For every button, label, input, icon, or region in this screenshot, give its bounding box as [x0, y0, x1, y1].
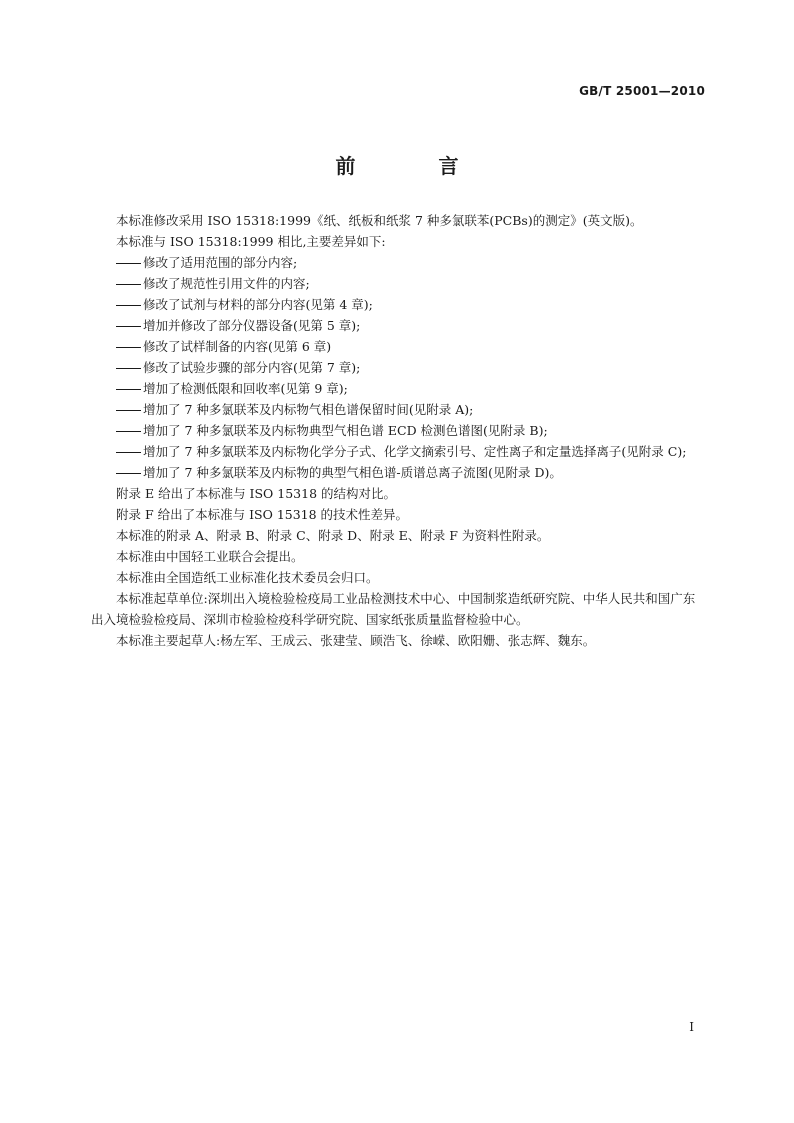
dash-marker	[116, 462, 143, 483]
paragraph-adoption: 本标准修改采用 ISO 15318:1999《纸、纸板和纸浆 7 种多氯联苯(PCBs)的测定》(英文版)。	[116, 213, 643, 228]
list-item	[91, 399, 707, 420]
paragraph-annex-f: 附录 F 给出了本标准与 ISO 15318 的技术性差异。	[116, 507, 409, 522]
list-item	[91, 252, 707, 273]
list-item	[91, 378, 707, 399]
dash-marker	[116, 399, 143, 420]
paragraph-drafting-units: 本标准起草单位:深圳出入境检验检疫局工业品检测技术中心、中国制浆造纸研究院、中华人民共和国广东出入境检验检疫局、深圳市检验检疫科学研究院、国家纸张质量监督检验中心。	[91, 591, 696, 627]
list-item-text: 修改了规范性引用文件的内容;	[143, 276, 310, 291]
list-item	[91, 273, 707, 294]
page-title: 前 言	[335, 154, 497, 178]
dash-marker	[116, 252, 143, 273]
page-number: I	[689, 1020, 694, 1034]
list-item	[91, 441, 707, 462]
paragraph-proposed-by: 本标准由中国轻工业联合会提出。	[116, 549, 304, 564]
list-item-text: 增加了 7 种多氯联苯及内标物化学分子式、化学文摘索引号、定性离子和定量选择离子(见附录 C);	[143, 444, 687, 459]
dash-marker	[116, 420, 143, 441]
list-item-text: 增加了 7 种多氯联苯及内标物典型气相色谱 ECD 检测色谱图(见附录 B);	[143, 423, 548, 438]
paragraph-annex-e: 附录 E 给出了本标准与 ISO 15318 的结构对比。	[116, 486, 397, 501]
list-item-text: 增加了 7 种多氯联苯及内标物的典型气相色谱-质谱总离子流图(见附录 D)。	[143, 465, 562, 480]
list-item-text: 修改了试样制备的内容(见第 6 章)	[143, 339, 332, 354]
dash-marker	[116, 336, 143, 357]
dash-marker	[116, 378, 143, 399]
foreword-body	[91, 210, 707, 651]
list-item-text: 增加了检测低限和回收率(见第 9 章);	[143, 381, 348, 396]
list-item-text: 增加并修改了部分仪器设备(见第 5 章);	[143, 318, 361, 333]
list-item	[91, 336, 707, 357]
list-item	[91, 420, 707, 441]
list-item-text: 增加了 7 种多氯联苯及内标物气相色谱保留时间(见附录 A);	[143, 402, 474, 417]
dash-marker	[116, 294, 143, 315]
dash-marker	[116, 441, 143, 462]
dash-marker	[116, 273, 143, 294]
paragraph-informative-annexes: 本标准的附录 A、附录 B、附录 C、附录 D、附录 E、附录 F 为资料性附录。	[116, 528, 550, 543]
paragraph-differences-intro: 本标准与 ISO 15318:1999 相比,主要差异如下:	[116, 234, 386, 249]
list-item	[91, 357, 707, 378]
dash-marker	[116, 357, 143, 378]
list-item	[91, 294, 707, 315]
list-item-text: 修改了试剂与材料的部分内容(见第 4 章);	[143, 297, 373, 312]
dash-marker	[116, 315, 143, 336]
list-item-text: 修改了试验步骤的部分内容(见第 7 章);	[143, 360, 361, 375]
list-item-text: 修改了适用范围的部分内容;	[143, 255, 298, 270]
standard-code: GB/T 25001—2010	[579, 84, 705, 98]
paragraph-drafters: 本标准主要起草人:杨左军、王成云、张建莹、顾浩飞、徐嵘、欧阳姗、张志辉、魏东。	[116, 633, 596, 648]
list-item	[91, 462, 707, 483]
list-item	[91, 315, 707, 336]
paragraph-committee: 本标准由全国造纸工业标准化技术委员会归口。	[116, 570, 379, 585]
